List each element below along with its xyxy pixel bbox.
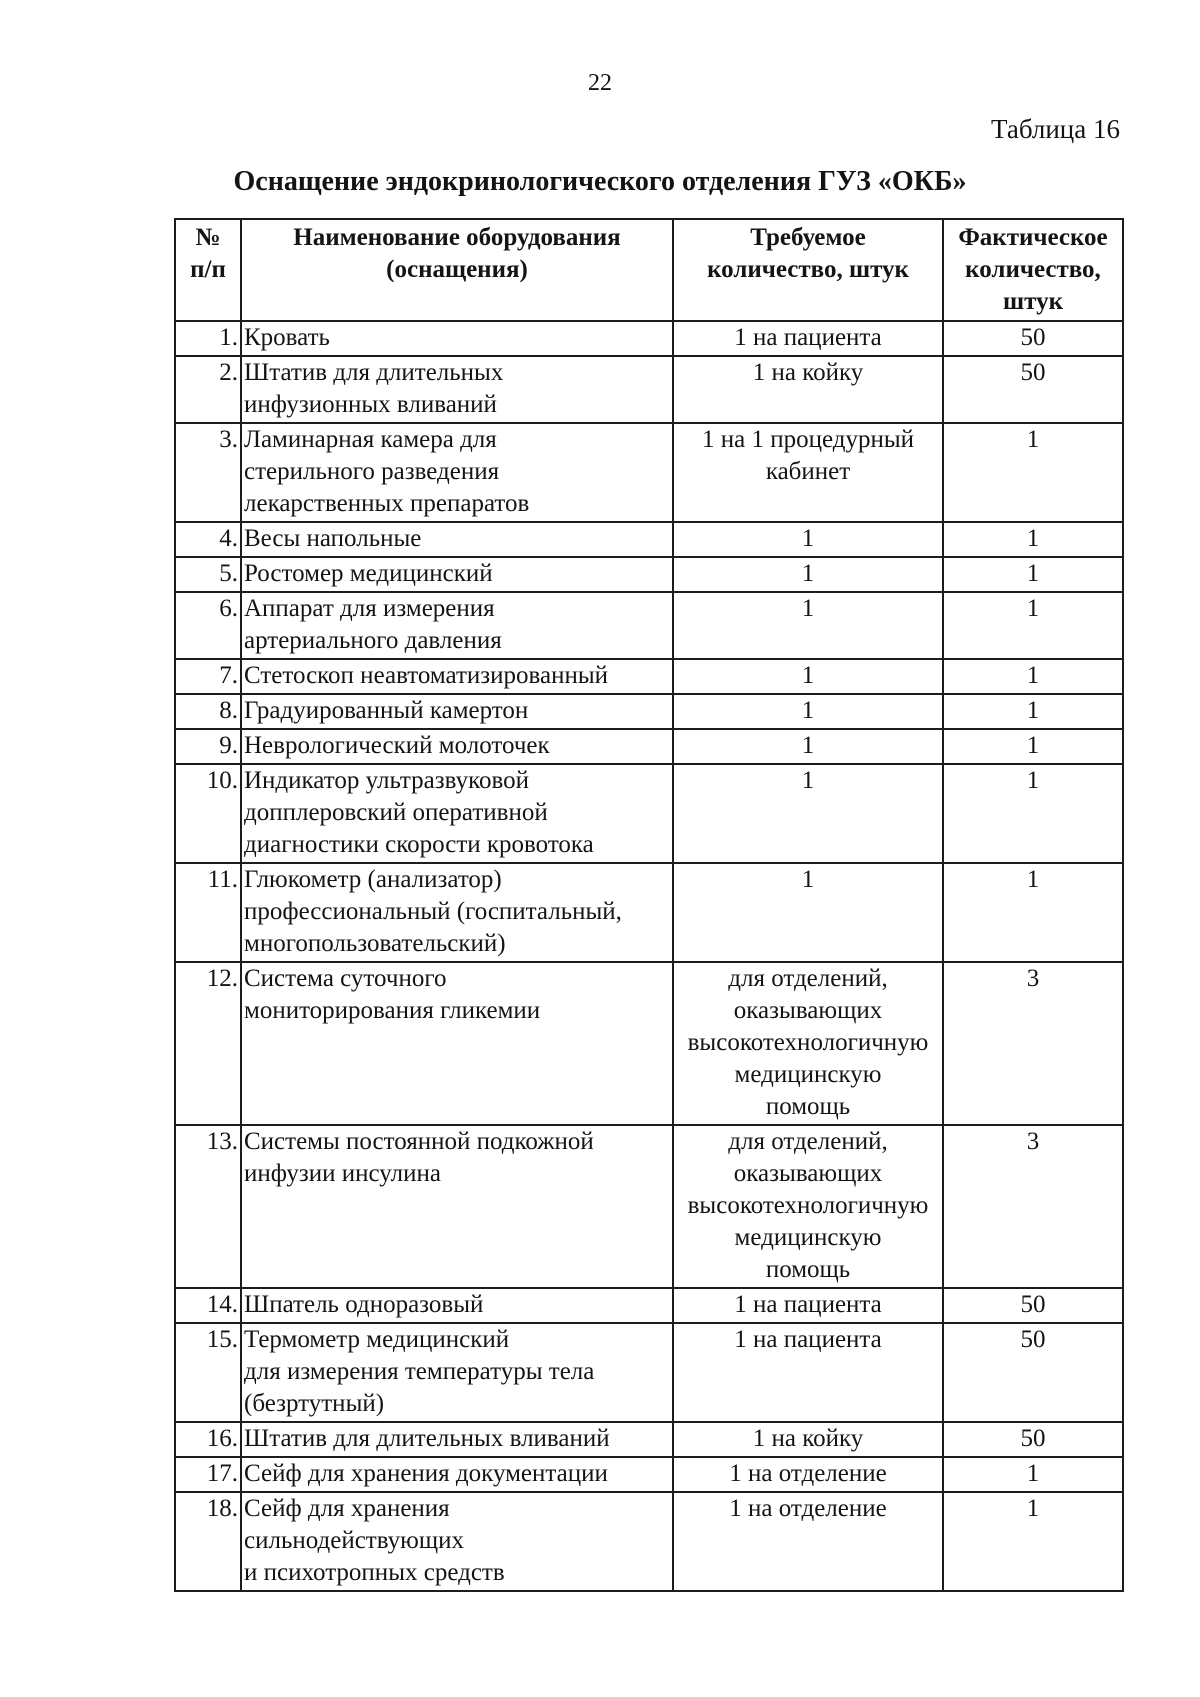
row-number: 4. <box>175 522 241 557</box>
equipment-name-line: Аппарат для измерения <box>244 595 495 622</box>
equipment-name-line: Сейф для хранения <box>244 1495 450 1522</box>
row-number: 9. <box>175 729 241 764</box>
table-row <box>175 1422 1123 1457</box>
actual-quantity: 3 <box>943 962 1123 1125</box>
required-quantity-line: 1 <box>801 866 815 893</box>
equipment-table <box>174 218 1124 1592</box>
header-name-line: (оснащения) <box>386 256 528 283</box>
required-quantity-line: медицинскую <box>734 1061 882 1088</box>
required-quantity <box>673 1492 943 1591</box>
equipment-name <box>241 1125 673 1288</box>
required-quantity-line: 1 <box>801 560 815 587</box>
equipment-name-line: инфузионных вливаний <box>244 391 497 418</box>
row-number: 6. <box>175 592 241 659</box>
header-required-line: Требуемое <box>750 224 866 251</box>
required-quantity-line: оказывающих <box>733 1160 883 1187</box>
required-quantity-line: 1 <box>801 732 815 759</box>
header-num-line: № <box>195 224 221 251</box>
equipment-name-line: Ростомер медицинский <box>244 560 493 587</box>
equipment-name <box>241 863 673 962</box>
equipment-name-line: Кровать <box>244 324 330 351</box>
header-actual-line: штук <box>1003 288 1063 315</box>
table-caption: Таблица 16 <box>991 114 1120 144</box>
table-row <box>175 863 1123 962</box>
required-quantity-line: для отделений, <box>728 965 888 992</box>
required-quantity-line: помощь <box>765 1256 851 1283</box>
actual-quantity: 50 <box>943 1288 1123 1323</box>
row-number: 16. <box>175 1422 241 1457</box>
equipment-name <box>241 729 673 764</box>
required-quantity <box>673 962 943 1125</box>
equipment-name-line: Градуированный камертон <box>244 697 529 724</box>
equipment-name <box>241 1323 673 1422</box>
required-quantity-line: высокотехнологичную <box>687 1029 929 1056</box>
row-number: 13. <box>175 1125 241 1288</box>
required-quantity <box>673 1125 943 1288</box>
actual-quantity: 1 <box>943 863 1123 962</box>
required-quantity-line: оказывающих <box>733 997 883 1024</box>
table-row <box>175 522 1123 557</box>
table-row <box>175 659 1123 694</box>
equipment-name-line: артериального давления <box>244 627 502 654</box>
equipment-name <box>241 1492 673 1591</box>
actual-quantity: 1 <box>943 694 1123 729</box>
actual-quantity: 1 <box>943 764 1123 863</box>
required-quantity-line: 1 на пациента <box>734 324 882 351</box>
equipment-name <box>241 522 673 557</box>
actual-quantity: 1 <box>943 659 1123 694</box>
equipment-name-line: Ламинарная камера для <box>244 426 497 453</box>
equipment-name <box>241 423 673 522</box>
required-quantity-line: 1 <box>801 697 815 724</box>
required-quantity-line: кабинет <box>765 458 851 485</box>
table-row <box>175 764 1123 863</box>
header-actual <box>943 219 1123 321</box>
equipment-name-line: Шпатель одноразовый <box>244 1291 484 1318</box>
row-number: 10. <box>175 764 241 863</box>
actual-quantity: 1 <box>943 1457 1123 1492</box>
table-row <box>175 729 1123 764</box>
required-quantity <box>673 557 943 592</box>
table-row <box>175 1457 1123 1492</box>
equipment-name <box>241 962 673 1125</box>
row-number: 2. <box>175 356 241 423</box>
equipment-name <box>241 356 673 423</box>
equipment-name <box>241 592 673 659</box>
equipment-name <box>241 1288 673 1323</box>
required-quantity <box>673 863 943 962</box>
equipment-name-line: (безртутный) <box>244 1390 385 1417</box>
row-number: 1. <box>175 321 241 356</box>
required-quantity-line: высокотехнологичную <box>687 1192 929 1219</box>
equipment-name <box>241 764 673 863</box>
required-quantity-line: 1 <box>801 595 815 622</box>
row-number: 3. <box>175 423 241 522</box>
required-quantity <box>673 1323 943 1422</box>
required-quantity-line: 1 на отделение <box>729 1495 887 1522</box>
required-quantity-line: 1 на пациента <box>734 1291 882 1318</box>
required-quantity-line: 1 на отделение <box>729 1460 887 1487</box>
required-quantity-line: 1 на койку <box>752 359 864 386</box>
table-row <box>175 694 1123 729</box>
required-quantity-line: медицинскую <box>734 1224 882 1251</box>
required-quantity-line: 1 <box>801 767 815 794</box>
required-quantity-line: 1 на койку <box>752 1425 864 1452</box>
actual-quantity: 1 <box>943 522 1123 557</box>
required-quantity-line: помощь <box>765 1093 851 1120</box>
header-name <box>241 219 673 321</box>
table-row <box>175 423 1123 522</box>
required-quantity <box>673 659 943 694</box>
required-quantity-line: для отделений, <box>728 1128 888 1155</box>
equipment-name-line: Индикатор ультразвуковой <box>244 767 529 794</box>
actual-quantity: 1 <box>943 729 1123 764</box>
required-quantity-line: 1 <box>801 662 815 689</box>
required-quantity <box>673 1288 943 1323</box>
actual-quantity: 1 <box>943 423 1123 522</box>
header-actual-line: количество, <box>965 256 1101 283</box>
row-number: 8. <box>175 694 241 729</box>
table-row <box>175 592 1123 659</box>
row-number: 14. <box>175 1288 241 1323</box>
header-name-line: Наименование оборудования <box>293 224 621 251</box>
table-body <box>175 321 1123 1591</box>
equipment-name <box>241 1422 673 1457</box>
actual-quantity: 1 <box>943 592 1123 659</box>
header-num <box>175 219 241 321</box>
required-quantity <box>673 694 943 729</box>
equipment-name-line: профессиональный (госпитальный, <box>244 898 622 925</box>
equipment-name-line: Неврологический молоточек <box>244 732 550 759</box>
equipment-name-line: инфузии инсулина <box>244 1160 441 1187</box>
equipment-name <box>241 659 673 694</box>
required-quantity <box>673 321 943 356</box>
table-row <box>175 1492 1123 1591</box>
equipment-name-line: Штатив для длительных <box>244 359 504 386</box>
header-required <box>673 219 943 321</box>
required-quantity-line: 1 <box>801 525 815 552</box>
required-quantity <box>673 1457 943 1492</box>
row-number: 15. <box>175 1323 241 1422</box>
equipment-name <box>241 321 673 356</box>
row-number: 5. <box>175 557 241 592</box>
required-quantity <box>673 356 943 423</box>
equipment-name-line: Сейф для хранения документации <box>244 1460 608 1487</box>
equipment-name <box>241 557 673 592</box>
table-row <box>175 962 1123 1125</box>
actual-quantity: 50 <box>943 1323 1123 1422</box>
row-number: 7. <box>175 659 241 694</box>
header-num-line: п/п <box>190 256 226 283</box>
equipment-name-line: мониторирования гликемии <box>244 997 541 1024</box>
actual-quantity: 1 <box>943 557 1123 592</box>
required-quantity <box>673 522 943 557</box>
equipment-name-line: многопользовательский) <box>244 930 506 957</box>
equipment-name-line: стерильного разведения <box>244 458 500 485</box>
header-required-line: количество, штук <box>707 256 909 283</box>
required-quantity <box>673 729 943 764</box>
equipment-name-line: Весы напольные <box>244 525 422 552</box>
equipment-name <box>241 1457 673 1492</box>
table-row <box>175 557 1123 592</box>
equipment-name-line: для измерения температуры тела <box>244 1358 595 1385</box>
equipment-name-line: сильнодействующих <box>244 1527 464 1554</box>
required-quantity <box>673 423 943 522</box>
document-title: Оснащение эндокринологического отделения ГУЗ «ОКБ» <box>233 166 967 197</box>
equipment-name-line: Глюкометр (анализатор) <box>244 866 502 893</box>
table-row <box>175 356 1123 423</box>
equipment-name-line: Системы постоянной подкожной <box>244 1128 594 1155</box>
table-row <box>175 1125 1123 1288</box>
equipment-name-line: и психотропных средств <box>244 1559 505 1586</box>
required-quantity <box>673 592 943 659</box>
actual-quantity: 50 <box>943 356 1123 423</box>
row-number: 18. <box>175 1492 241 1591</box>
equipment-name-line: Стетоскоп неавтоматизированный <box>244 662 609 689</box>
equipment-name-line: диагностики скорости кровотока <box>244 831 594 858</box>
table-row <box>175 1323 1123 1422</box>
required-quantity <box>673 764 943 863</box>
actual-quantity: 1 <box>943 1492 1123 1591</box>
actual-quantity: 50 <box>943 321 1123 356</box>
equipment-name-line: Система суточного <box>244 965 447 992</box>
equipment-name-line: лекарственных препаратов <box>244 490 530 517</box>
equipment-name <box>241 694 673 729</box>
equipment-name-line: Термометр медицинский <box>244 1326 510 1353</box>
header-actual-line: Фактическое <box>958 224 1108 251</box>
row-number: 17. <box>175 1457 241 1492</box>
equipment-name-line: допплеровский оперативной <box>244 799 548 826</box>
page-number: 22 <box>588 70 612 96</box>
actual-quantity: 3 <box>943 1125 1123 1288</box>
equipment-name-line: Штатив для длительных вливаний <box>244 1425 610 1452</box>
table-row <box>175 321 1123 356</box>
actual-quantity: 50 <box>943 1422 1123 1457</box>
table-row <box>175 1288 1123 1323</box>
table-header <box>175 219 1123 321</box>
required-quantity <box>673 1422 943 1457</box>
row-number: 12. <box>175 962 241 1125</box>
row-number: 11. <box>175 863 241 962</box>
required-quantity-line: 1 на пациента <box>734 1326 882 1353</box>
required-quantity-line: 1 на 1 процедурный <box>701 426 915 453</box>
